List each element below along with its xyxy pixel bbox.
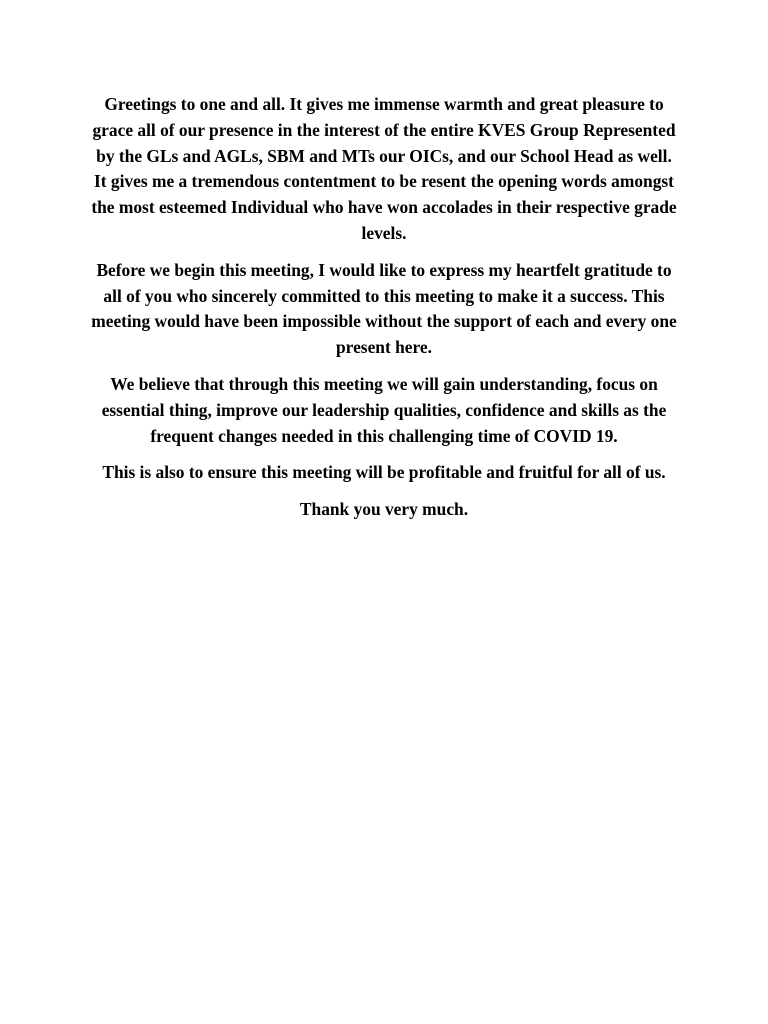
paragraph-belief: We believe that through this meeting we will gain understanding, focus on essential thing, improve our leadership qualities, confidence and skills as the frequent changes needed in this challenging time of COVID 19. — [101, 373, 667, 446]
paragraph-gratitude: Before we begin this meeting, I would like to express my heartfelt gratitude to all of you who sincerely committed to this meeting to make it a success. This meeting would have been impossible without the support of each and every one present here. — [91, 259, 677, 358]
paragraph-greetings: Greetings to one and all. It gives me immense warmth and great pleasure to grace all of our presence in the interest of the entire KVES Group Represented by the GLs and AGLs, SBM and MTs our OICs, and our School Head as well. It gives me a tremendous contentment to be resent the opening words amongst the most esteemed Individual who have won accolades in their respective grade levels. — [91, 94, 677, 243]
document-body — [88, 92, 680, 523]
paragraph-assurance: This is also to ensure this meeting will be profitable and fruitful for all of us. — [102, 462, 666, 483]
paragraph-thanks: Thank you very much. — [299, 499, 469, 520]
